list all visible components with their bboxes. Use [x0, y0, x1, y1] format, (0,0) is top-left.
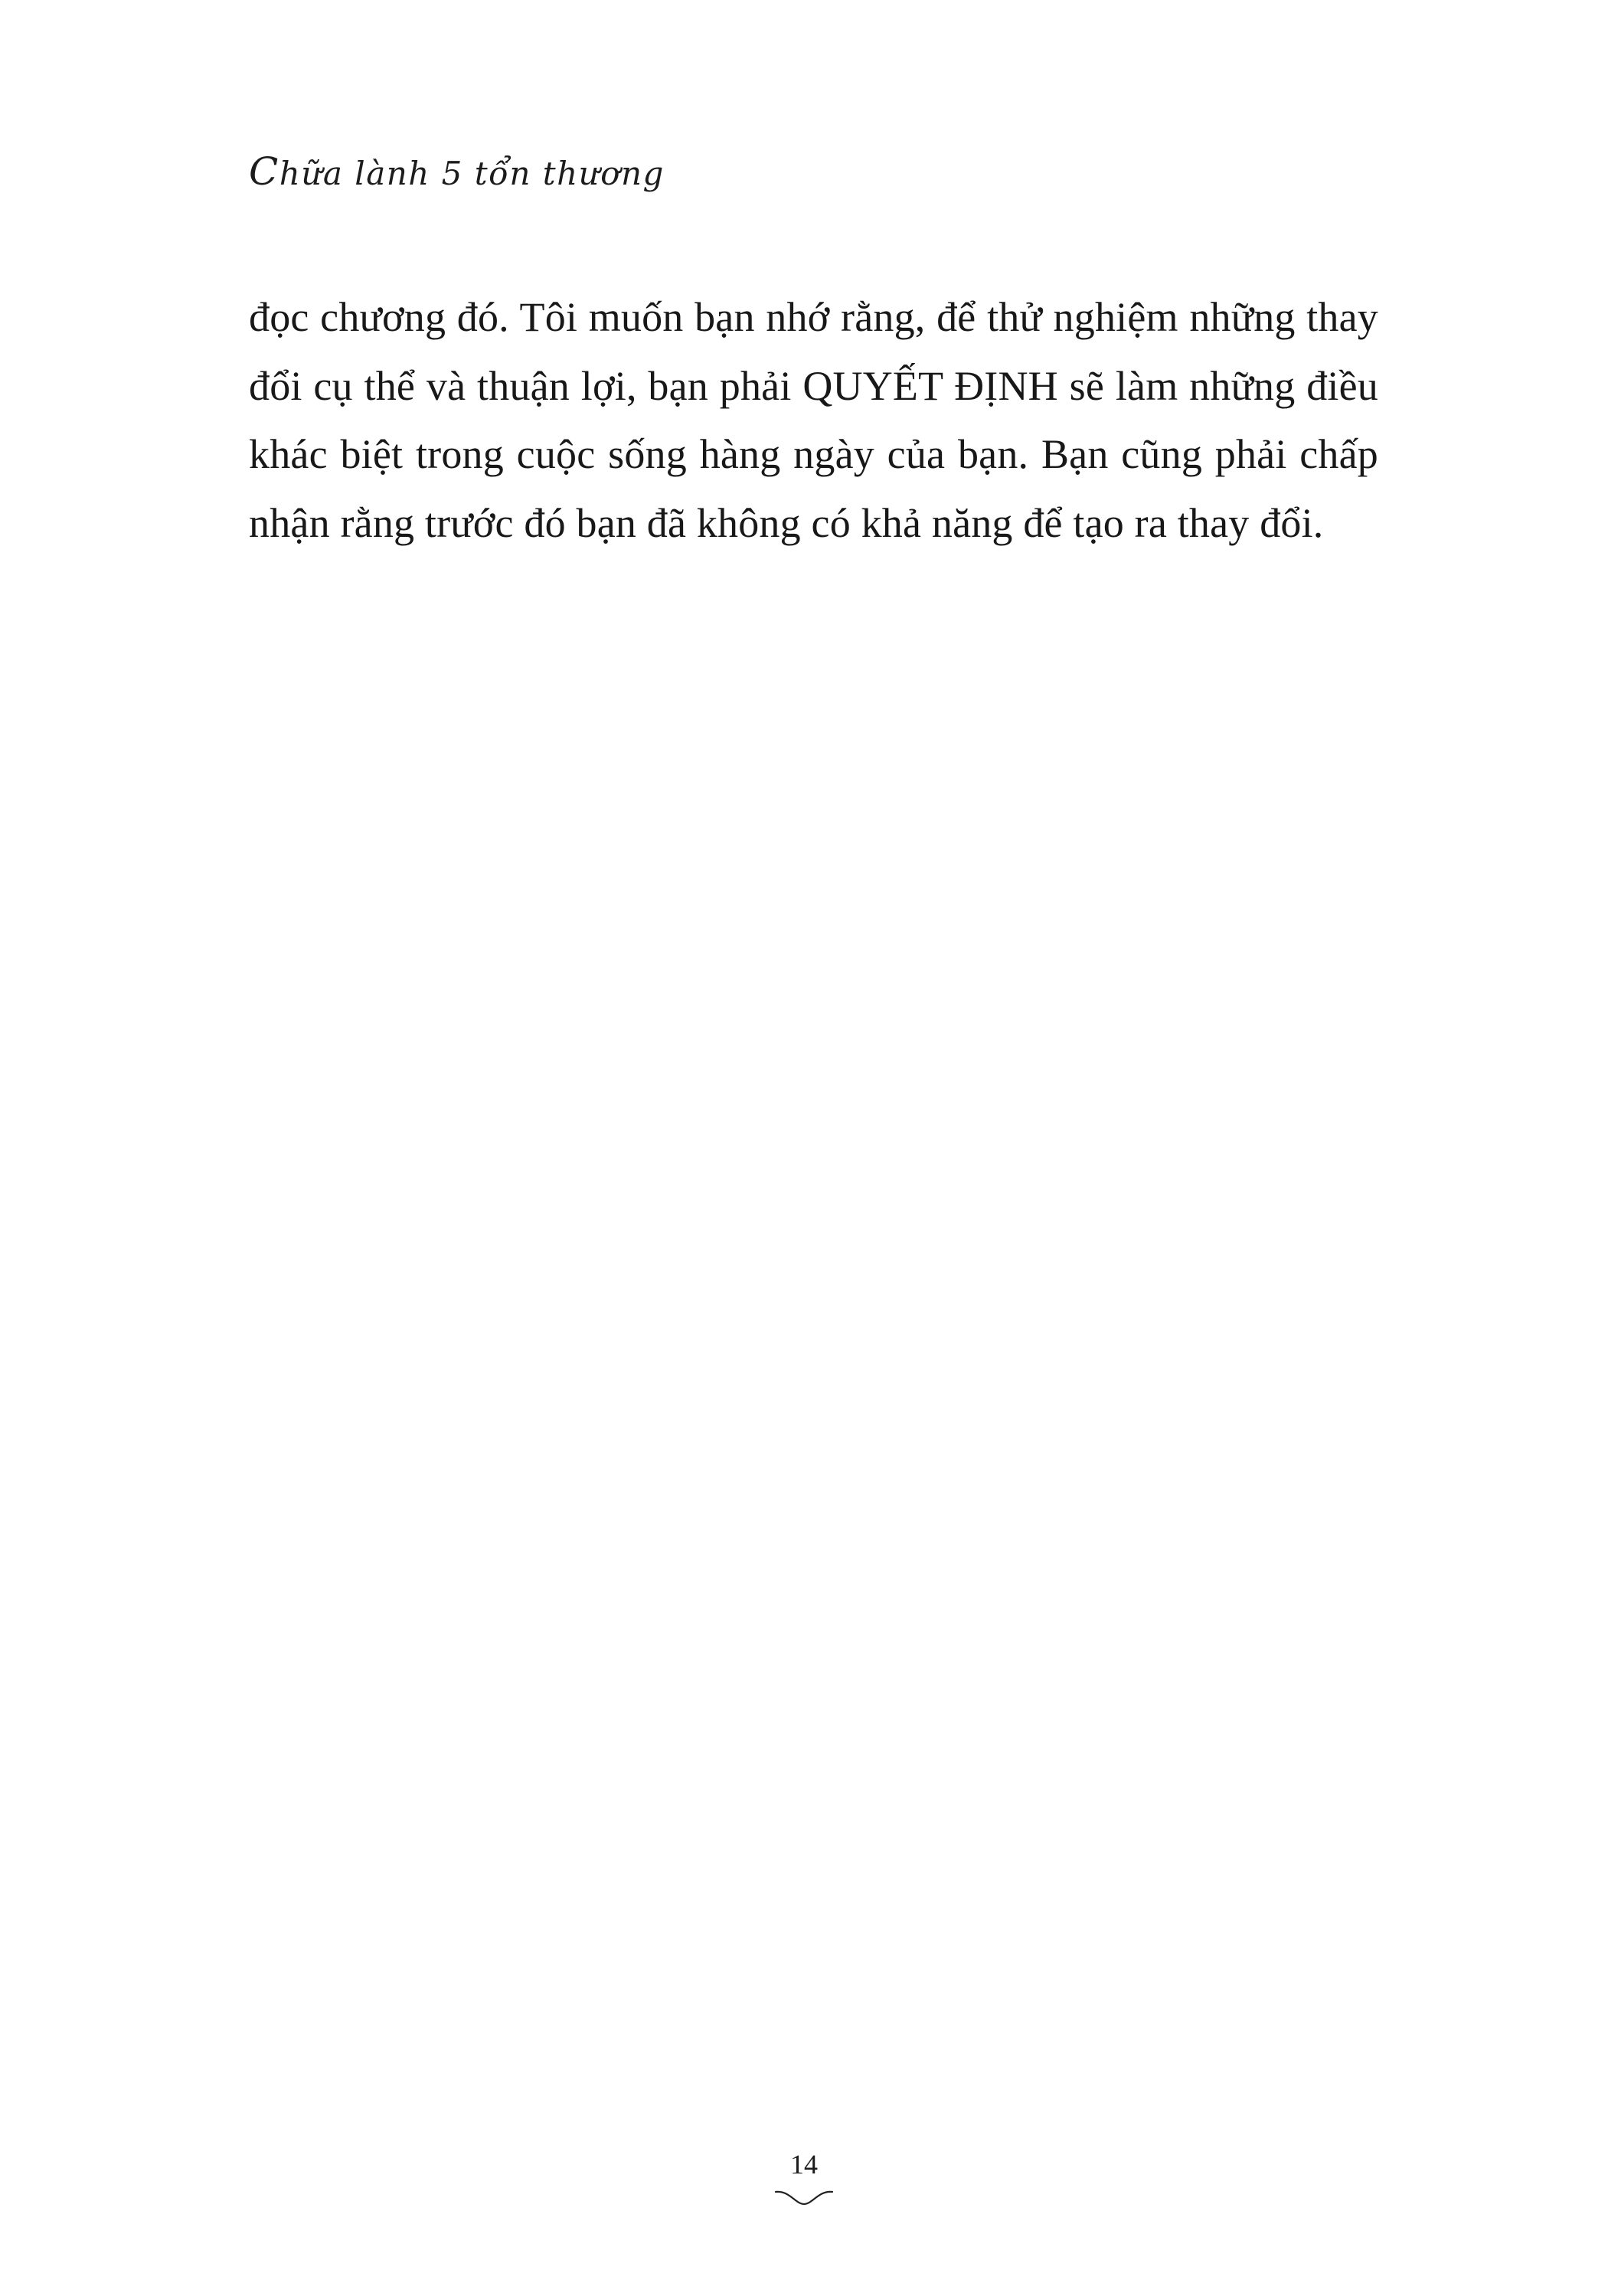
body-paragraph: đọc chương đó. Tôi muốn bạn nhớ rằng, để thử nghiệm những thay đổi cụ thể và thuận lợi, bạn phải QUYẾT ĐỊNH sẽ làm những điều khác biệt trong cuộc sống hàng ngày của bạn. Bạn cũng phải chấp nhận rằng trước đó bạn đã không có khả năng để tạo ra thay đổi.: [249, 294, 1378, 546]
swash-flourish-ornament: [0, 2189, 1608, 2209]
running-head: [249, 149, 665, 194]
body-text-block: [249, 283, 1378, 558]
running-head-text: hữa lành 5 tổn thương: [279, 155, 665, 192]
running-head-initial: C: [249, 149, 279, 194]
page-number: 14: [790, 2149, 818, 2180]
